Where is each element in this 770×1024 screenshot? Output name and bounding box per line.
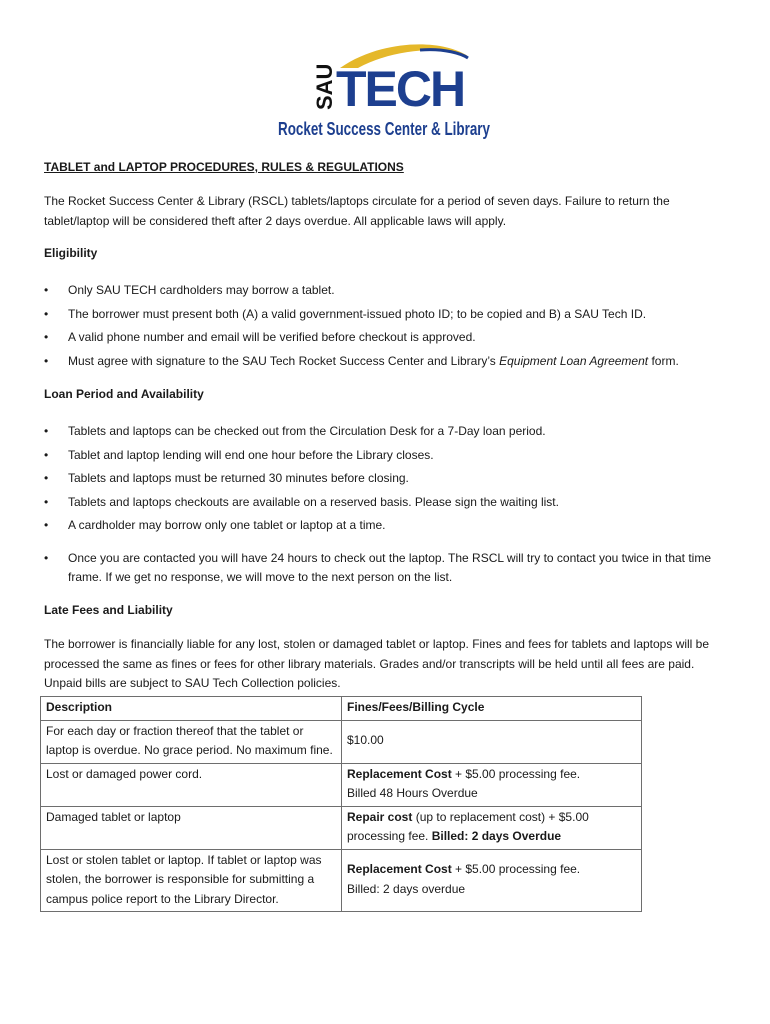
row-description: Lost or stolen tablet or laptop. If tablet or laptop was stolen, the borrower is responsible for submitting a campus police report to the Library Director. (41, 849, 342, 912)
list-item: • Tablets and laptops can be checked out from the Circulation Desk for a 7-Day loan period. (44, 422, 734, 442)
late-fees-paragraph: The borrower is financially liable for any lost, stolen or damaged tablet or laptop. Fines and fees for tablets and laptops will be processed the same as fines or fees for other library materials. Grades and/or transcripts will be held until all fees are paid. Unpaid bills are subject to SAU Tech Collection policies. (44, 637, 710, 690)
sau-tech-logo (270, 42, 500, 142)
list-item: • Tablet and laptop lending will end one hour before the Library closes. (44, 446, 734, 466)
list-item-suffix: form. (648, 353, 679, 368)
logo-subtitle-text: Rocket Success Center & Library (278, 119, 490, 139)
list-item: • A valid phone number and email will be verified before checkout is approved. (44, 328, 734, 348)
header-description: Description (41, 697, 342, 721)
table-row (41, 720, 642, 763)
table-row (41, 849, 642, 912)
eligibility-list (44, 281, 734, 371)
list-item: • Once you are contacted you will have 24 hours to check out the laptop. The RSCL will try to contact you twice in that time frame. If we get no response, we will move to the next person on the list. (44, 549, 734, 588)
fee-billing: Billed: 2 days Overdue (431, 829, 562, 843)
loan-agreement-title: Equipment Loan Agreement (499, 353, 649, 368)
list-item: • The borrower must present both (A) a valid government-issued photo ID; to be copied and B) a SAU Tech ID. (44, 305, 734, 325)
fee-billing: Billed: 2 days overdue (347, 881, 466, 896)
row-fee (342, 806, 642, 849)
intro-paragraph: The Rocket Success Center & Library (RSCL) tablets/laptops circulate for a period of seven days. Failure to return the tablet/laptop will be considered theft after 2 days overdue. All applicable laws will apply. (44, 194, 670, 228)
list-item: • Tablets and laptops must be returned 30 minutes before closing. (44, 469, 734, 489)
row-fee (342, 763, 642, 806)
list-item-text: Must agree with signature to the SAU Tech Rocket Success Center and Library’s (68, 353, 500, 368)
fee-text: + $5.00 processing fee. (451, 862, 581, 877)
late-fees-heading: Late Fees and Liability (44, 603, 173, 617)
fee-text: (up to replacement cost) + $5.00 processing fee. (347, 809, 589, 843)
fee-bold: Replacement Cost (347, 862, 452, 877)
row-fee: $10.00 (342, 720, 642, 763)
fee-bold: Replacement Cost (347, 766, 452, 781)
table-row (41, 763, 642, 806)
row-description: Damaged tablet or laptop (41, 806, 342, 849)
header-fees: Fines/Fees/Billing Cycle (342, 697, 642, 721)
row-description: Lost or damaged power cord. (41, 763, 342, 806)
eligibility-heading: Eligibility (44, 246, 98, 260)
page-title: TABLET and LAPTOP PROCEDURES, RULES & REGULATIONS (44, 160, 404, 174)
fees-table (40, 696, 642, 912)
list-item: • A cardholder may borrow only one tablet or laptop at a time. (44, 516, 734, 536)
fee-bold: Repair cost (347, 809, 413, 824)
list-item (44, 352, 734, 372)
loan-list (44, 422, 734, 588)
list-item: • Only SAU TECH cardholders may borrow a tablet. (44, 281, 734, 301)
table-header-row (41, 697, 642, 721)
fee-billing: Billed 48 Hours Overdue (347, 786, 478, 800)
logo-tech-text: TECH (336, 61, 465, 117)
row-description: For each day or fraction thereof that the tablet or laptop is overdue. No grace period. No maximum fine. (41, 720, 342, 763)
table-row (41, 806, 642, 849)
row-fee (342, 849, 642, 912)
list-item: • Tablets and laptops checkouts are available on a reserved basis. Please sign the waiting list. (44, 493, 734, 513)
fee-text: + $5.00 processing fee. (451, 766, 581, 781)
logo-sau-text: SAU (312, 63, 337, 110)
loan-heading: Loan Period and Availability (44, 387, 204, 401)
